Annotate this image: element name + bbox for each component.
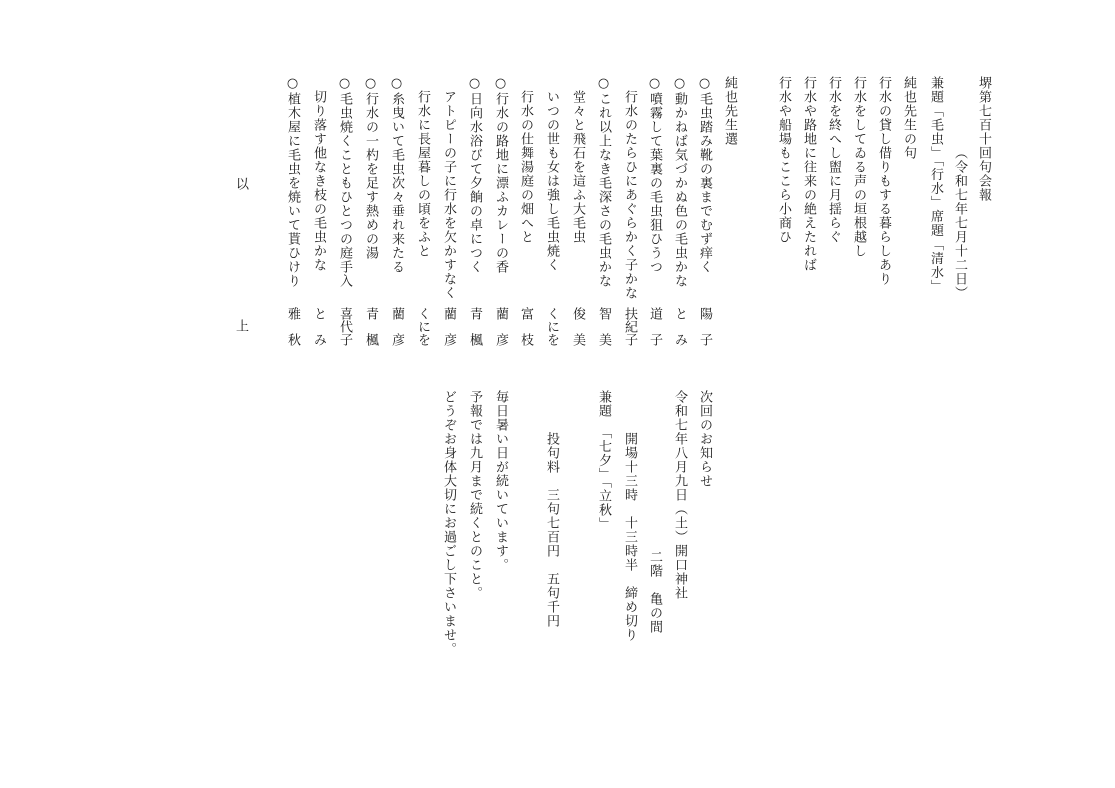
selected-haiku: 切り落す他なき枝の毛虫かな [311, 76, 326, 272]
teacher-haiku: 行水をしてゐる声の垣根越し [851, 76, 866, 258]
closing-mark-bottom: 上 [233, 319, 248, 332]
notice-date-venue: 令和七年八月九日（土）開口神社 [672, 390, 687, 600]
haiku-author: 藺 彦 [493, 307, 508, 346]
selected-haiku: ○糸曳いて毛虫次々垂れ来たる [389, 76, 404, 274]
selected-haiku: 行水のたらひにあぐらかく子かな [622, 76, 637, 300]
teacher-haiku: 行水の貸し借りもする暮らしあり [876, 76, 891, 286]
teacher-haiku: 行水や船場もここら小商ひ [776, 76, 791, 244]
closing-mark-top: 以 [233, 177, 248, 190]
haiku-author: と み [672, 307, 687, 346]
selected-haiku: 堂々と飛石を這ふ大毛虫 [570, 76, 585, 244]
haiku-author: 青 楓 [363, 307, 378, 346]
teacher-haiku-heading: 純也先生の句 [901, 76, 916, 160]
haiku-author: 雅 秋 [285, 307, 300, 346]
notice-room: 二階 亀の間 [647, 550, 662, 634]
haiku-author: 扶紀子 [622, 307, 637, 346]
haiku-author: くにを [415, 307, 430, 346]
selected-haiku: ○日向水浴びて夕餉の卓につく [467, 76, 482, 274]
selection-heading: 純也先生選 [722, 76, 737, 146]
selected-haiku: ○植木屋に毛虫を焼いて貰ひけり [285, 76, 300, 288]
notice-fee: 投句料 三句七百円 五句千円 [544, 432, 559, 628]
haiku-author: 藺 彦 [441, 307, 456, 346]
haiku-author: 喜代子 [337, 307, 352, 346]
selected-haiku: アトピーの子に行水を欠かすなく [441, 76, 456, 300]
haiku-author: 陽 子 [697, 307, 712, 346]
teacher-haiku: 行水を終へし盥に月揺らぐ [826, 76, 841, 244]
haiku-author: 青 楓 [467, 307, 482, 346]
haiku-author: 智 美 [596, 307, 611, 346]
selected-haiku: 行水の仕舞湯庭の畑へと [518, 76, 533, 244]
haiku-author: と み [311, 307, 326, 346]
notice-message: どうぞお身体大切にお過ごし下さいませ。 [441, 390, 456, 656]
selected-haiku: いつの世も女は強し毛虫焼く [544, 76, 559, 272]
selected-haiku: ○行水の路地に漂ふカレーの香 [493, 76, 508, 274]
haiku-author: 俊 美 [570, 307, 585, 346]
selected-haiku: ○動かねば気づかぬ色の毛虫かな [672, 76, 687, 288]
notice-topics: 兼題 「七夕」「立秋」 [596, 390, 611, 531]
meeting-date: （令和七年七月十二日） [952, 146, 967, 300]
selected-haiku: ○行水の一杓を足す熱めの湯 [363, 76, 378, 260]
haiku-author: 藺 彦 [389, 307, 404, 346]
newsletter-title: 堺第七百十回句会報 [976, 76, 991, 202]
notice-time: 開場十三時 十三時半 締め切り [622, 432, 637, 642]
selected-haiku: ○毛虫踏み靴の裏までむず痒く [697, 76, 712, 274]
selected-haiku: ○噴霧して葉裏の毛虫狙ひうつ [647, 76, 662, 274]
haiku-author: くにを [544, 307, 559, 346]
notice-heading: 次回のお知らせ [697, 390, 712, 488]
selected-haiku: ○毛虫焼くこともひとつの庭手入 [337, 76, 352, 288]
selected-haiku: 行水に長屋暮しの頃をふと [415, 76, 430, 258]
selected-haiku: ○これ以上なき毛深さの毛虫かな [596, 76, 611, 288]
notice-message: 毎日暑い日が続いています。 [493, 390, 508, 572]
teacher-haiku: 行水や路地に往来の絶えたれば [801, 76, 816, 272]
haiku-author: 道 子 [647, 307, 662, 346]
meeting-topics: 兼題「毛虫」「行水」席題「清水」 [928, 76, 943, 294]
notice-message: 予報では九月まで続くとのこと。 [467, 390, 482, 600]
haiku-author: 富 枝 [518, 307, 533, 346]
